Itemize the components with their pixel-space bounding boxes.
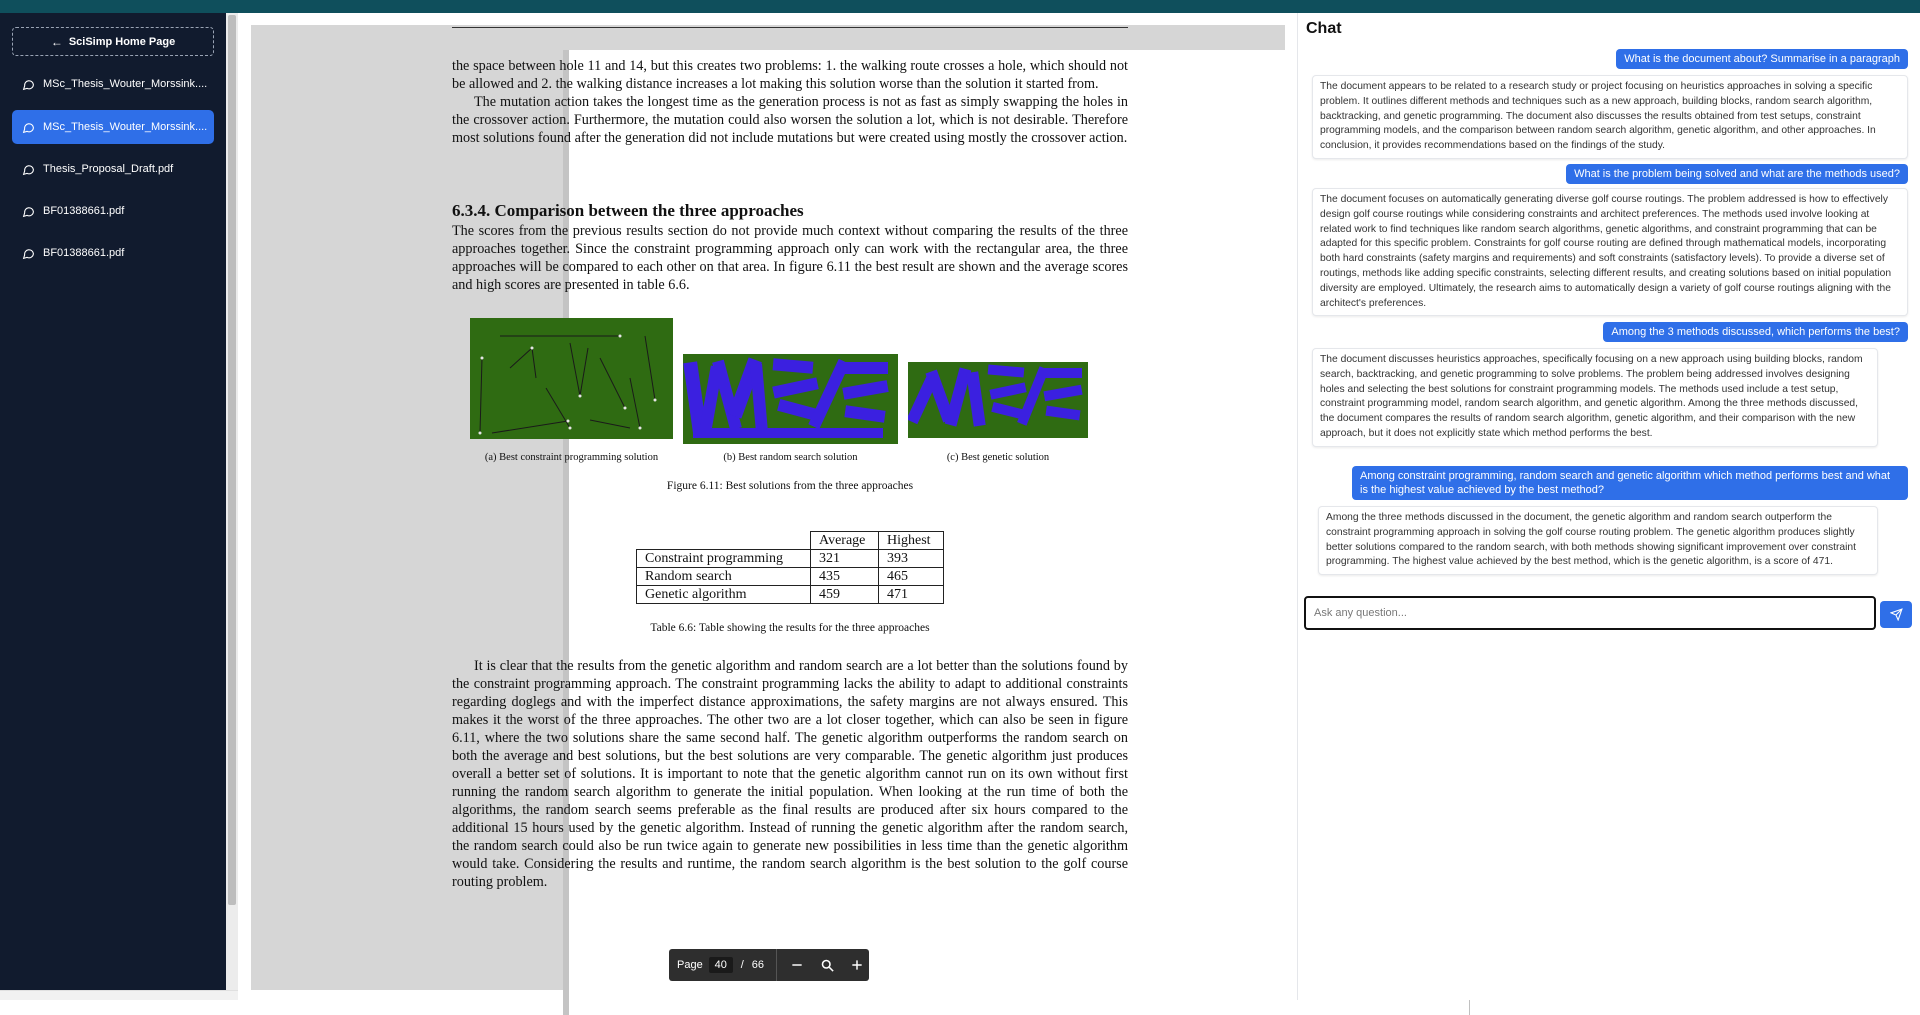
table-cell: Genetic algorithm xyxy=(637,586,811,604)
sidebar xyxy=(0,13,226,990)
assistant-message: Among the three methods discussed in the document, the genetic algorithm and random search outperform the constraint programming approach in solving the golf course routing problem. The genetic algorithm produces slightly better solutions compared to the random search, with both methods showing significant improvement over constraint programming. The highest value achieved by the best method, which is the genetic algorithm, is a score of 471. xyxy=(1318,506,1878,575)
table-header-cell: Highest xyxy=(879,532,944,550)
chat-input[interactable]: Ask any question... xyxy=(1304,596,1876,630)
plus-icon xyxy=(850,958,864,972)
table-cell: 393 xyxy=(879,550,944,568)
sidebar-item-document[interactable] xyxy=(12,194,214,228)
arrow-left-icon: ← xyxy=(50,34,63,49)
figure-a-caption: (a) Best constraint programming solution xyxy=(484,452,659,463)
assistant-message: The document discusses heuristics approaches, specifically focusing on a new approach using building blocks, random search, backtracking, and genetic programming to solve problems. The problem being addressed involves designing holes and selecting the best solutions for constraint programming models. The methods used include a test setup, constraint programming model, random search algorithm, and genetic algorithm. Among the three methods discussed, the document compares the results of random search algorithm, genetic algorithm, and their comparison with the new approach, but it does not explicitly state which method performs the best. xyxy=(1312,348,1878,447)
pdf-viewer xyxy=(251,25,1285,990)
page-label: Page xyxy=(677,959,703,971)
table-cell: 471 xyxy=(879,586,944,604)
paragraph-text: The mutation action takes the longest time as the generation process is not as fast as simply swapping the holes in the crossover action. Furthermore, the mutation could also worsen the solution a lot, which is not desirable. Therefore most solutions found after the generation did not include mutations but were created using mostly the crossover action. xyxy=(452,94,1128,146)
sidebar-item-label: Thesis_Proposal_Draft.pdf xyxy=(43,163,174,175)
user-message: What is the document about? Summarise in a paragraph xyxy=(1616,49,1908,69)
send-button[interactable] xyxy=(1880,601,1912,628)
paragraph-text: The scores from the previous results section do not provide much context without comparing the results of the three approaches together. Since the constraint programming approach only can work with the rectangular area, the three approaches will be compared to each other on that area. In figure 6.11 the best result are shown and the average scores and high scores are presented in table 6.6. xyxy=(452,223,1128,293)
chat-bubble-icon xyxy=(22,205,35,218)
pager-divider xyxy=(776,949,777,981)
magnifier-icon xyxy=(820,958,835,973)
zoom-in-button[interactable] xyxy=(847,955,867,975)
sidebar-item-label: BF01388661.pdf xyxy=(43,205,125,217)
page-number-input[interactable]: 40 xyxy=(709,957,733,973)
sidebar-item-document[interactable] xyxy=(12,152,214,186)
sidebar-item-label: MSc_Thesis_Wouter_Morssink.... xyxy=(43,78,208,90)
page-navigator xyxy=(669,949,869,981)
paragraph-text: It is clear that the results from the genetic algorithm and random search are a lot better than the solutions found by the constraint programming approach. The constraint programming lacks the ability to adapt to additional constraints regarding doglegs and with the imperfect distance approximations, the safety margins are not always ensured. This makes it the worst of the three approaches. The other two are a lot closer together, which can also be seen in figure 6.11, where the two solutions share the same second half. The genetic algorithm outperforms the random search on both the average and best solutions, but the best solutions are very comparable. The genetic algorithm just produces overall a better set of solutions. It is important to note that the genetic algorithm cannot run on its own without first running the random search algorithm to generate the initial population. When looking at the run time of both the algorithms, the random search seems preferable as the final results are produced after six hours compared to the additional 15 hours used by the genetic algorithm. Instead of running the genetic algorithm after the random search, the random search could also be run twice again to generate new possibilities in less time than the genetic algorithm would take. Considering the results and runtime, the random search algorithm is the best solution to the golf course routing problem. xyxy=(452,658,1128,890)
horizontal-scrollbar[interactable] xyxy=(0,990,238,1000)
sidebar-item-document[interactable] xyxy=(12,67,214,101)
table-header-cell: Average xyxy=(811,532,879,550)
table-cell: 459 xyxy=(811,586,879,604)
table-caption: Table 6.6: Table showing the results for the three approaches xyxy=(650,622,930,634)
table-cell: 321 xyxy=(811,550,879,568)
zoom-button[interactable] xyxy=(817,955,837,975)
chat-bubble-icon xyxy=(22,78,35,91)
home-page-label: SciSimp Home Page xyxy=(68,35,176,48)
user-message: What is the problem being solved and what are the methods used? xyxy=(1566,164,1908,184)
sidebar-scrollbar[interactable] xyxy=(226,13,238,990)
table-cell: 465 xyxy=(879,568,944,586)
top-bar xyxy=(0,0,1920,13)
figure-c-caption: (c) Best genetic solution xyxy=(946,452,1050,463)
sidebar-item-document-active[interactable] xyxy=(12,110,214,144)
user-message: Among constraint programming, random search and genetic algorithm which method performs best and what is the highest value achieved by the best method? xyxy=(1352,466,1908,500)
figure-b-caption: (b) Best random search solution xyxy=(723,452,858,463)
section-heading: 6.3.4. Comparison between the three approaches xyxy=(452,201,804,220)
send-icon xyxy=(1890,608,1903,621)
total-pages: 66 xyxy=(751,959,765,971)
sidebar-item-label: BF01388661.pdf xyxy=(43,247,125,259)
user-message: Among the 3 methods discussed, which performs the best? xyxy=(1603,322,1908,342)
assistant-message: The document focuses on automatically generating diverse golf course routings. The problem addressed is how to effectively design golf course routings while considering constraints and architect preferences. The methods used involve looking at related work to find techniques like random search algorithms, genetic algorithms, and constraint programming that can be adapted for this specific problem. Constraints for golf course routing are defined through mathematical models, incorporating both hard constraints (safety margins and requirements) and soft constraints (satisfactory levels). To provide a diverse set of routings, methods like adding specific constraints, selecting different results, and creating solutions based on initial population diversity are employed. Ultimately, the research aims to automatically design a variety of golf course routings aligning with the architect's preferences. xyxy=(1312,188,1908,316)
page-separator: / xyxy=(740,959,744,971)
chat-title: Chat xyxy=(1306,20,1342,37)
paragraph-text: the space between hole 11 and 14, but this creates two problems: 1. the walking route crosses a hole, which should not be allowed and 2. the walking distance increases a lot making this solution worse than the solution it started from. xyxy=(452,58,1128,92)
zoom-out-button[interactable] xyxy=(787,955,807,975)
table-cell: Random search xyxy=(637,568,811,586)
sidebar-item-document[interactable] xyxy=(12,236,214,270)
sidebar-item-label: MSc_Thesis_Wouter_Morssink.... xyxy=(43,121,208,133)
minus-icon xyxy=(790,958,804,972)
home-page-button[interactable] xyxy=(12,27,214,56)
table-cell: Constraint programming xyxy=(637,550,811,568)
figure-caption: Figure 6.11: Best solutions from the three approaches xyxy=(666,480,914,492)
chat-bubble-icon xyxy=(22,163,35,176)
assistant-message: The document appears to be related to a research study or project focusing on heuristics approaches in solving a specific problem. It outlines different methods and techniques such as a new approach, building blocks, random search algorithm, backtracking, and genetic programming. The document also discusses the results obtained from test setups, constraint programming models, and the comparison between random search algorithm, genetic algorithm, and other approaches. In conclusion, it provides recommendations based on the findings of the study. xyxy=(1312,75,1908,159)
chat-bubble-icon xyxy=(22,247,35,260)
chat-bubble-icon xyxy=(22,121,35,134)
table-cell: 435 xyxy=(811,568,879,586)
sidebar-scrollbar-thumb[interactable] xyxy=(228,15,236,905)
